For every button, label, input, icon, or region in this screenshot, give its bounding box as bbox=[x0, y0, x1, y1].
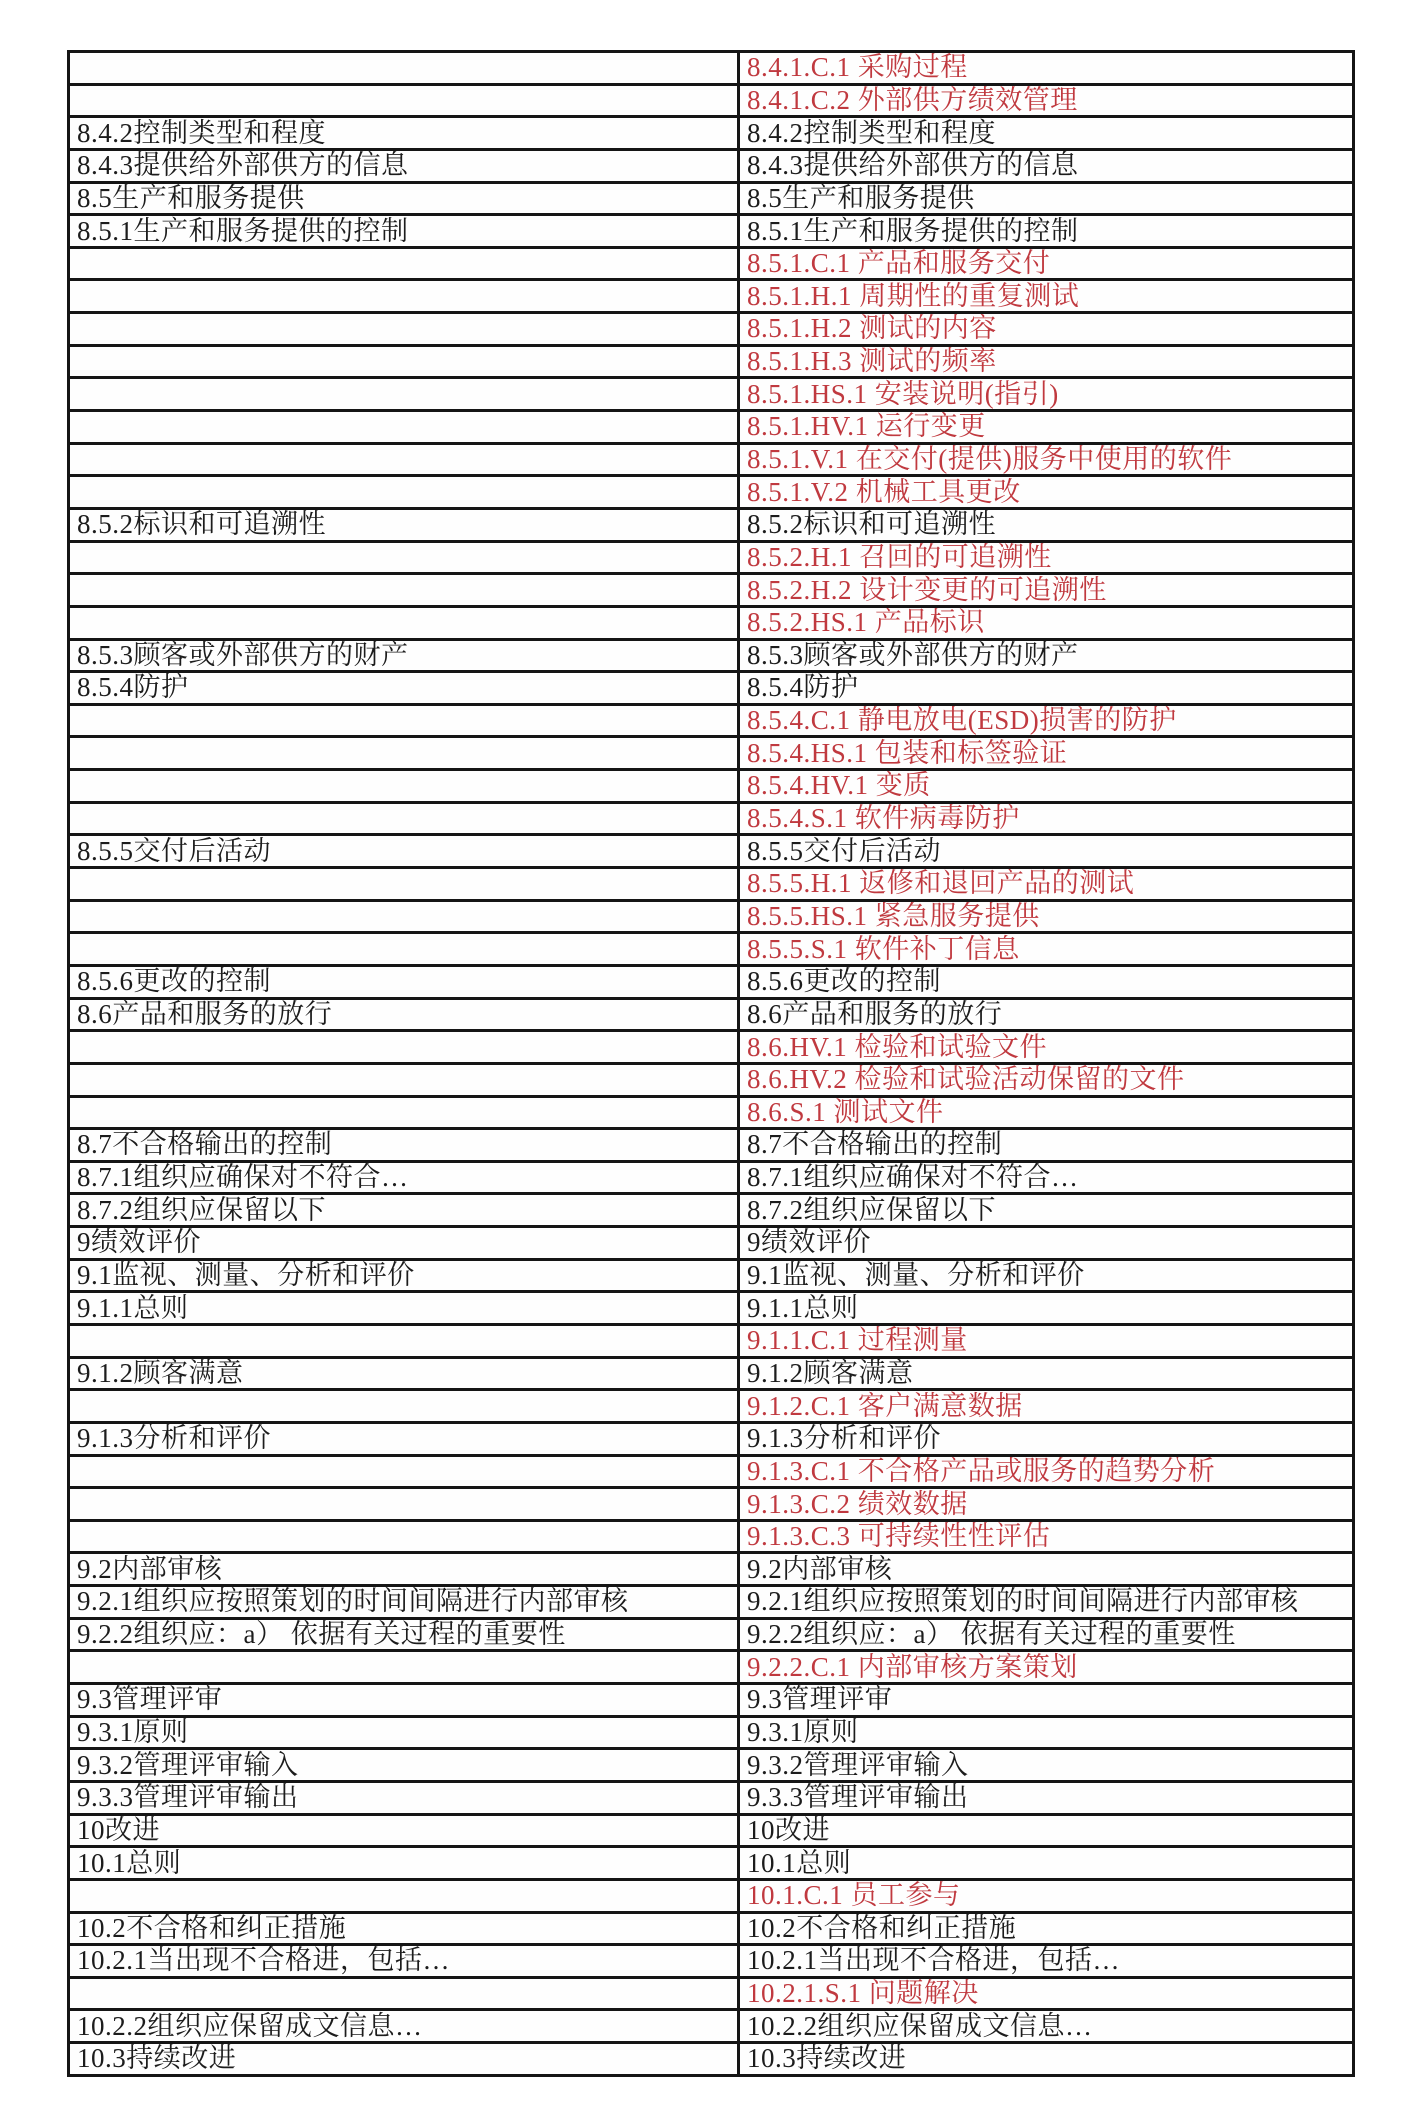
table-row bbox=[70, 1747, 1352, 1780]
right-cell: 10.2不合格和纠正措施 bbox=[747, 1913, 1017, 1943]
left-cell bbox=[70, 706, 740, 736]
table-row bbox=[70, 344, 1352, 377]
table-row bbox=[70, 1813, 1352, 1846]
table-row bbox=[70, 1454, 1352, 1487]
right-cell: 8.5.1生产和服务提供的控制 bbox=[747, 216, 1079, 246]
right-cell: 9.1监视、测量、分析和评价 bbox=[747, 1260, 1085, 1291]
table-row bbox=[70, 1878, 1352, 1911]
left-cell: 9.3管理评审 bbox=[70, 1685, 740, 1715]
right-cell: 10.2.1.S.1 问题解决 bbox=[747, 1978, 979, 2009]
right-cell: 8.7.2组织应保留以下 bbox=[747, 1195, 996, 1225]
table-row bbox=[70, 1780, 1352, 1813]
table-row bbox=[70, 801, 1352, 834]
left-cell: 9.1监视、测量、分析和评价 bbox=[70, 1261, 740, 1291]
right-cell: 9.2.2组织应：a） 依据有关过程的重要性 bbox=[747, 1619, 1236, 1650]
right-cell: 9.1.2顾客满意 bbox=[747, 1358, 914, 1388]
table-row bbox=[70, 540, 1352, 573]
left-cell: 9.2.1组织应按照策划的时间间隔进行内部审核 bbox=[70, 1587, 740, 1617]
right-cell: 8.4.1.C.2 外部供方绩效管理 bbox=[747, 85, 1078, 115]
table-row bbox=[70, 181, 1352, 214]
left-cell bbox=[70, 249, 740, 279]
left-cell bbox=[70, 477, 740, 507]
right-cell: 8.5.1.H.2 测试的内容 bbox=[747, 314, 997, 344]
right-cell: 9.1.1.C.1 过程测量 bbox=[747, 1325, 968, 1356]
left-cell: 8.7不合格输出的控制 bbox=[70, 1130, 740, 1160]
right-cell: 8.5.2.H.2 设计变更的可追溯性 bbox=[747, 575, 1107, 605]
left-cell bbox=[70, 1391, 740, 1421]
left-cell bbox=[70, 738, 740, 768]
left-cell bbox=[70, 543, 740, 573]
left-cell: 9.3.1原则 bbox=[70, 1718, 740, 1748]
left-cell bbox=[70, 379, 740, 409]
left-cell bbox=[70, 608, 740, 638]
left-cell bbox=[70, 86, 740, 116]
comparison-table bbox=[67, 50, 1355, 2077]
right-cell: 9.2内部审核 bbox=[747, 1554, 893, 1584]
right-cell: 8.6.S.1 测试文件 bbox=[747, 1097, 944, 1127]
table-row bbox=[70, 1095, 1352, 1128]
left-cell bbox=[70, 1457, 740, 1487]
table-row bbox=[70, 1323, 1352, 1356]
left-cell bbox=[70, 1065, 740, 1095]
table-row bbox=[70, 278, 1352, 311]
table-row bbox=[70, 605, 1352, 638]
table-row bbox=[70, 376, 1352, 409]
left-cell bbox=[70, 412, 740, 442]
table-row bbox=[70, 115, 1352, 148]
right-cell: 9.1.3.C.1 不合格产品或服务的趋势分析 bbox=[747, 1456, 1216, 1486]
right-cell: 8.5.1.HV.1 运行变更 bbox=[747, 412, 986, 442]
right-cell: 9绩效评价 bbox=[747, 1228, 871, 1258]
table-row bbox=[70, 997, 1352, 1030]
right-cell: 8.5.2标识和可追溯性 bbox=[747, 509, 996, 540]
left-cell: 8.6产品和服务的放行 bbox=[70, 1000, 740, 1030]
table-row bbox=[70, 1617, 1352, 1650]
left-cell: 9.1.1总则 bbox=[70, 1293, 740, 1323]
right-cell: 8.5.1.H.3 测试的频率 bbox=[747, 346, 997, 377]
right-cell: 10改进 bbox=[747, 1815, 830, 1845]
right-cell: 8.5.5.S.1 软件补丁信息 bbox=[747, 934, 1020, 964]
left-cell: 8.4.2控制类型和程度 bbox=[70, 118, 740, 148]
table-row bbox=[70, 1486, 1352, 1519]
right-cell: 10.1总则 bbox=[747, 1848, 852, 1878]
left-cell bbox=[70, 1032, 740, 1062]
right-cell: 10.1.C.1 员工参与 bbox=[747, 1880, 961, 1911]
table-row bbox=[70, 1421, 1352, 1454]
table-row bbox=[70, 1127, 1352, 1160]
table-row bbox=[70, 1160, 1352, 1193]
right-cell: 8.7.1组织应确保对不符合… bbox=[747, 1162, 1079, 1193]
right-cell: 10.2.2组织应保留成文信息… bbox=[747, 2011, 1093, 2041]
left-cell: 8.4.3提供给外部供方的信息 bbox=[70, 151, 740, 181]
right-cell: 10.2.1当出现不合格进，包括… bbox=[747, 1946, 1120, 1976]
table-row bbox=[70, 866, 1352, 899]
right-cell: 8.5.2.HS.1 产品标识 bbox=[747, 607, 985, 638]
left-cell: 8.5.4防护 bbox=[70, 673, 740, 703]
table-row bbox=[70, 1029, 1352, 1062]
left-cell: 10.2.2组织应保留成文信息… bbox=[70, 2011, 740, 2041]
left-cell: 9.2.2组织应：a） 依据有关过程的重要性 bbox=[70, 1620, 740, 1650]
right-cell: 8.4.3提供给外部供方的信息 bbox=[747, 150, 1079, 181]
left-cell bbox=[70, 1098, 740, 1128]
right-cell: 8.4.1.C.1 采购过程 bbox=[747, 53, 968, 83]
left-cell: 10.2不合格和纠正措施 bbox=[70, 1914, 740, 1944]
left-cell bbox=[70, 869, 740, 899]
left-cell bbox=[70, 281, 740, 311]
table-row bbox=[70, 703, 1352, 736]
right-cell: 8.5.1.V.1 在交付(提供)服务中使用的软件 bbox=[747, 444, 1233, 474]
table-row bbox=[70, 2041, 1352, 2074]
right-cell: 9.3.1原则 bbox=[747, 1717, 859, 1747]
table-row bbox=[70, 833, 1352, 866]
right-cell: 8.5.4防护 bbox=[747, 673, 859, 703]
left-cell bbox=[70, 314, 740, 344]
table-row bbox=[70, 2008, 1352, 2041]
right-cell: 9.3.3管理评审输出 bbox=[747, 1782, 969, 1813]
table-row bbox=[70, 83, 1352, 116]
left-cell: 8.5.1生产和服务提供的控制 bbox=[70, 216, 740, 246]
table-row bbox=[70, 148, 1352, 181]
table-row bbox=[70, 1290, 1352, 1323]
table-row bbox=[70, 1943, 1352, 1976]
left-cell: 9.1.2顾客满意 bbox=[70, 1359, 740, 1389]
table-row bbox=[70, 964, 1352, 997]
right-cell: 9.1.3分析和评价 bbox=[747, 1423, 941, 1454]
right-cell: 8.5.5.HS.1 紧急服务提供 bbox=[747, 901, 1040, 931]
right-cell: 8.6产品和服务的放行 bbox=[747, 999, 1003, 1029]
table-row bbox=[70, 1519, 1352, 1552]
table-row bbox=[70, 899, 1352, 932]
table-row bbox=[70, 1845, 1352, 1878]
table-row bbox=[70, 474, 1352, 507]
right-cell: 8.7不合格输出的控制 bbox=[747, 1130, 1003, 1160]
right-cell: 8.5.1.C.1 产品和服务交付 bbox=[747, 248, 1051, 279]
table-row bbox=[70, 53, 1352, 83]
table-row bbox=[70, 1388, 1352, 1421]
right-cell: 8.4.2控制类型和程度 bbox=[747, 118, 996, 148]
right-cell: 9.1.1总则 bbox=[747, 1293, 859, 1323]
left-cell: 8.7.2组织应保留以下 bbox=[70, 1195, 740, 1225]
left-cell: 8.5.2标识和可追溯性 bbox=[70, 510, 740, 540]
right-cell: 8.5.4.HV.1 变质 bbox=[747, 771, 931, 801]
left-cell: 10改进 bbox=[70, 1816, 740, 1846]
table-row bbox=[70, 1258, 1352, 1291]
left-cell bbox=[70, 347, 740, 377]
left-cell bbox=[70, 804, 740, 834]
left-cell bbox=[70, 575, 740, 605]
left-cell: 10.3持续改进 bbox=[70, 2044, 740, 2074]
left-cell bbox=[70, 53, 740, 83]
table-row bbox=[70, 768, 1352, 801]
table-row bbox=[70, 1062, 1352, 1095]
table-row bbox=[70, 1356, 1352, 1389]
table-row bbox=[70, 670, 1352, 703]
left-cell bbox=[70, 1652, 740, 1682]
table-row bbox=[70, 1649, 1352, 1682]
table-row bbox=[70, 1584, 1352, 1617]
table-row bbox=[70, 572, 1352, 605]
table-row bbox=[70, 1225, 1352, 1258]
left-cell bbox=[70, 1522, 740, 1552]
right-cell: 9.1.2.C.1 客户满意数据 bbox=[747, 1391, 1023, 1421]
left-cell: 9.1.3分析和评价 bbox=[70, 1424, 740, 1454]
right-cell: 8.5.6更改的控制 bbox=[747, 966, 941, 997]
left-cell bbox=[70, 1881, 740, 1911]
right-cell: 8.5.2.H.1 召回的可追溯性 bbox=[747, 542, 1052, 572]
table-row bbox=[70, 246, 1352, 279]
left-cell: 8.5.6更改的控制 bbox=[70, 967, 740, 997]
right-cell: 9.2.1组织应按照策划的时间间隔进行内部审核 bbox=[747, 1587, 1299, 1617]
right-cell: 8.6.HV.1 检验和试验文件 bbox=[747, 1032, 1048, 1062]
right-cell: 9.1.3.C.2 绩效数据 bbox=[747, 1489, 968, 1519]
left-cell: 9.3.2管理评审输入 bbox=[70, 1750, 740, 1780]
table-row bbox=[70, 638, 1352, 671]
table-row bbox=[70, 213, 1352, 246]
left-cell: 8.5.5交付后活动 bbox=[70, 836, 740, 866]
right-cell: 8.5.4.HS.1 包装和标签验证 bbox=[747, 738, 1068, 768]
right-cell: 8.5.1.HS.1 安装说明(指引) bbox=[747, 379, 1059, 409]
left-cell: 8.5.3顾客或外部供方的财产 bbox=[70, 641, 740, 671]
table-row bbox=[70, 1192, 1352, 1225]
right-cell: 8.5生产和服务提供 bbox=[747, 183, 975, 213]
right-cell: 8.5.1.V.2 机械工具更改 bbox=[747, 477, 1021, 507]
left-cell: 10.1总则 bbox=[70, 1848, 740, 1878]
left-cell: 10.2.1当出现不合格进，包括… bbox=[70, 1946, 740, 1976]
table-row bbox=[70, 1976, 1352, 2009]
left-cell: 9.3.3管理评审输出 bbox=[70, 1783, 740, 1813]
left-cell: 8.7.1组织应确保对不符合… bbox=[70, 1163, 740, 1193]
left-cell bbox=[70, 902, 740, 932]
table-row bbox=[70, 1682, 1352, 1715]
right-cell: 8.5.5.H.1 返修和退回产品的测试 bbox=[747, 869, 1135, 899]
right-cell: 9.1.3.C.3 可持续性性评估 bbox=[747, 1521, 1051, 1552]
table-row bbox=[70, 507, 1352, 540]
table-row bbox=[70, 1551, 1352, 1584]
left-cell: 8.5生产和服务提供 bbox=[70, 184, 740, 214]
left-cell bbox=[70, 934, 740, 964]
left-cell bbox=[70, 445, 740, 475]
table-row bbox=[70, 442, 1352, 475]
table-row bbox=[70, 311, 1352, 344]
left-cell: 9.2内部审核 bbox=[70, 1554, 740, 1584]
right-cell: 8.6.HV.2 检验和试验活动保留的文件 bbox=[747, 1064, 1185, 1095]
left-cell: 9绩效评价 bbox=[70, 1228, 740, 1258]
right-cell: 8.5.3顾客或外部供方的财产 bbox=[747, 640, 1079, 670]
left-cell bbox=[70, 1489, 740, 1519]
table-row bbox=[70, 735, 1352, 768]
table-row bbox=[70, 1715, 1352, 1748]
left-cell bbox=[70, 771, 740, 801]
right-cell: 8.5.4.S.1 软件病毒防护 bbox=[747, 803, 1020, 834]
left-cell bbox=[70, 1979, 740, 2009]
right-cell: 8.5.1.H.1 周期性的重复测试 bbox=[747, 281, 1080, 311]
left-cell bbox=[70, 1326, 740, 1356]
table-row bbox=[70, 931, 1352, 964]
right-cell: 9.2.2.C.1 内部审核方案策划 bbox=[747, 1652, 1078, 1682]
table-row bbox=[70, 409, 1352, 442]
right-cell: 9.3.2管理评审输入 bbox=[747, 1750, 969, 1780]
right-cell: 8.5.4.C.1 静电放电(ESD)损害的防护 bbox=[747, 705, 1177, 736]
table-row bbox=[70, 1911, 1352, 1944]
right-cell: 8.5.5交付后活动 bbox=[747, 836, 941, 866]
right-cell: 9.3管理评审 bbox=[747, 1685, 893, 1715]
right-cell: 10.3持续改进 bbox=[747, 2044, 907, 2074]
